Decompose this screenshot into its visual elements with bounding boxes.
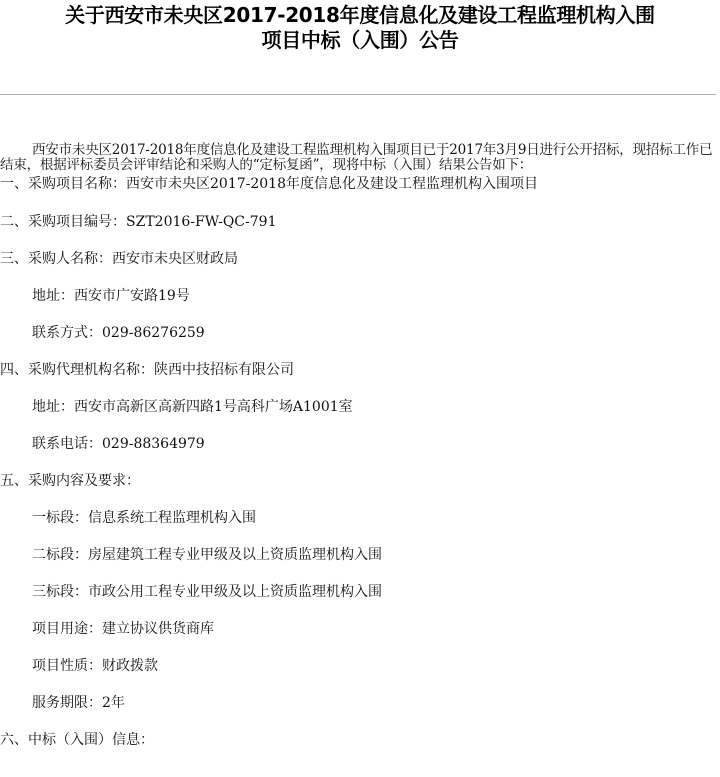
lot-2: 二标段：房屋建筑工程专业甲级及以上资质监理机构入围: [32, 547, 382, 563]
notice-title-line-1: 关于西安市未央区2017-2018年度信息化及建设工程监理机构入围: [65, 3, 655, 27]
intro-paragraph: 西安市未央区2017-2018年度信息化及建设工程监理机构入围项目已于2017年3月9日进行公开招标，现招标工作已结束，根据评标委员会评审结论和采购人的“定标复函”，现将中标（入围）结果公告如下：: [0, 142, 713, 173]
project-purpose: 项目用途：建立协议供货商库: [32, 621, 214, 637]
purchaser-contact: 联系方式：029-86276259: [32, 325, 205, 341]
agency-phone: 联系电话：029-88364979: [32, 436, 205, 452]
service-period: 服务期限：2年: [32, 695, 125, 711]
notice-body: [0, 143, 718, 766]
purchaser-name: 三、采购人名称：西安市未央区财政局: [0, 251, 238, 267]
project-nature: 项目性质：财政拨款: [32, 658, 158, 674]
agency-address: 地址：西安市高新区高新四路1号高科广场A1001室: [32, 399, 353, 415]
project-number: 二、采购项目编号：SZT2016-FW-QC-791: [0, 214, 277, 230]
agency-name: 四、采购代理机构名称：陕西中技招标有限公司: [0, 362, 294, 378]
notice-title-line-2: 项目中标（入围）公告: [261, 28, 459, 52]
title-divider: [0, 94, 716, 95]
project-name: 一、采购项目名称：西安市未央区2017-2018年度信息化及建设工程监理机构入围项目: [0, 176, 538, 192]
lot-3: 三标段：市政公用工程专业甲级及以上资质监理机构入围: [32, 584, 382, 600]
lot-1: 一标段：信息系统工程监理机构入围: [32, 510, 256, 526]
procurement-requirements-heading: 五、采购内容及要求：: [0, 473, 140, 489]
notice-title: [0, 0, 720, 53]
purchaser-address: 地址：西安市广安路19号: [32, 288, 190, 304]
award-info-heading: 六、中标（入围）信息：: [0, 732, 154, 748]
